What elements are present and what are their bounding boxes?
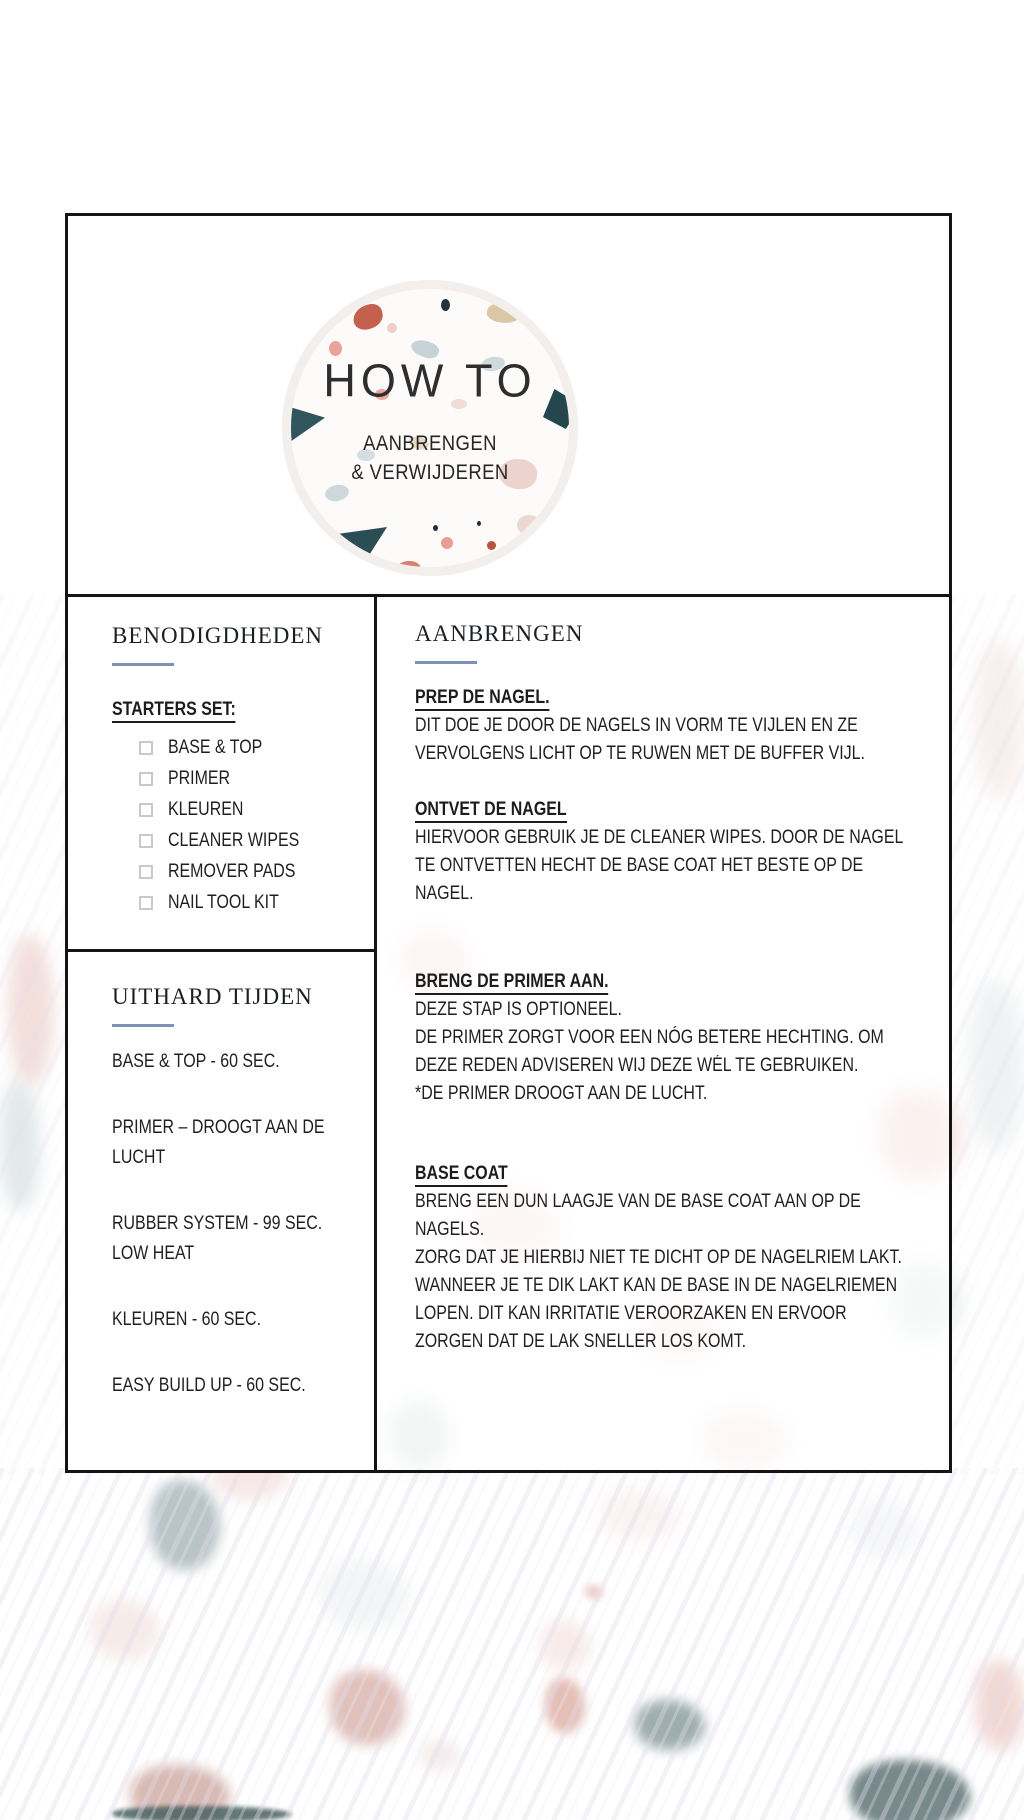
aanbrengen-title: AANBRENGEN bbox=[415, 621, 584, 646]
terrazzo-chip bbox=[441, 537, 453, 549]
benodigdheden-title: BENODIGDHEDEN bbox=[112, 623, 324, 648]
section-heading: ONTVET DE NAGEL bbox=[415, 796, 869, 824]
section-line: VERVOLGENS LICHT OP TE RUWEN MET DE BUFFER VIJL. bbox=[415, 743, 865, 764]
curing-time-line: LOW HEAT bbox=[112, 1243, 195, 1264]
section-heading: BRENG DE PRIMER AAN. bbox=[415, 968, 869, 996]
curing-time-line: PRIMER – DROOGT AAN DE bbox=[112, 1117, 325, 1138]
terrazzo-chip bbox=[311, 517, 327, 531]
terrazzo-chip bbox=[339, 527, 387, 561]
checklist-item-label: PRIMER bbox=[168, 768, 231, 789]
checkbox-icon[interactable] bbox=[139, 834, 153, 848]
checkbox-icon[interactable] bbox=[139, 896, 153, 910]
instruction-sections bbox=[415, 684, 955, 1356]
section-line: HIERVOOR GEBRUIK JE DE CLEANER WIPES. DOOR DE NAGEL bbox=[415, 827, 904, 848]
section-line: *DE PRIMER DROOGT AAN DE LUCHT. bbox=[415, 1083, 708, 1104]
curing-time-line: KLEUREN - 60 SEC. bbox=[112, 1309, 262, 1330]
instruction-section bbox=[415, 684, 955, 768]
section-line: DIT DOE JE DOOR DE NAGELS IN VORM TE VIJLEN EN ZE bbox=[415, 715, 858, 736]
terrazzo-chip bbox=[433, 525, 438, 531]
section-line: NAGEL. bbox=[415, 883, 474, 904]
section-line: BRENG EEN DUN LAAGJE VAN DE BASE COAT AAN OP DE bbox=[415, 1191, 861, 1212]
checklist-item-label: REMOVER PADS bbox=[168, 861, 296, 882]
brush-streaks bbox=[952, 595, 1024, 1475]
header-panel bbox=[68, 216, 949, 597]
checkbox-icon[interactable] bbox=[139, 803, 153, 817]
curing-time-entry bbox=[112, 1305, 372, 1335]
accent-underline bbox=[112, 663, 174, 666]
brush-streaks bbox=[0, 595, 65, 1475]
terrazzo-chip bbox=[486, 300, 523, 326]
checkbox-icon[interactable] bbox=[139, 865, 153, 879]
checklist-item-label: NAIL TOOL KIT bbox=[168, 892, 279, 913]
section-heading: BASE COAT bbox=[415, 1160, 869, 1188]
section-line: NAGELS. bbox=[415, 1219, 485, 1240]
checklist-item bbox=[112, 732, 372, 763]
terrazzo-chip bbox=[394, 559, 422, 576]
terrazzo-chip bbox=[350, 302, 385, 333]
instruction-section bbox=[415, 968, 955, 1108]
terrazzo-chip bbox=[477, 521, 481, 526]
logo-title: HOW TO bbox=[323, 353, 537, 407]
terrazzo-chip bbox=[517, 515, 541, 535]
checklist-item bbox=[112, 763, 372, 794]
curing-time-entry bbox=[112, 1371, 372, 1401]
accent-underline bbox=[415, 661, 477, 664]
instruction-section bbox=[415, 1160, 955, 1356]
section-line: TE ONTVETTEN HECHT DE BASE COAT HET BESTE OP DE bbox=[415, 855, 864, 876]
starters-set-heading: STARTERS SET: bbox=[112, 696, 330, 724]
logo-subtitle-line1: AANBRENGEN bbox=[363, 432, 497, 455]
accent-underline bbox=[112, 1024, 174, 1027]
instruction-section bbox=[415, 796, 955, 908]
curing-time-entry bbox=[112, 1113, 372, 1173]
curing-time-entry bbox=[112, 1209, 372, 1269]
section-line: DE PRIMER ZORGT VOOR EEN NÓG BETERE HECHTING. OM bbox=[415, 1027, 884, 1048]
checkbox-icon[interactable] bbox=[139, 772, 153, 786]
terrazzo-chip bbox=[487, 541, 496, 550]
checklist-item bbox=[112, 887, 372, 918]
curing-times-list bbox=[112, 1047, 372, 1401]
curing-time-line: RUBBER SYSTEM - 99 SEC. bbox=[112, 1213, 323, 1234]
section-heading: PREP DE NAGEL. bbox=[415, 684, 869, 712]
curing-time-line: LUCHT bbox=[112, 1147, 166, 1168]
terrazzo-chip bbox=[387, 323, 397, 333]
logo-subtitle-line2: & VERWIJDEREN bbox=[351, 461, 509, 484]
checklist-item bbox=[112, 825, 372, 856]
left-column bbox=[68, 597, 377, 1470]
section-line: DEZE REDEN ADVISEREN WIJ DEZE WÉL TE GEBRUIKEN. bbox=[415, 1055, 859, 1076]
section-line: ZORG DAT JE HIERBIJ NIET TE DICHT OP DE NAGELRIEM LAKT. bbox=[415, 1247, 902, 1268]
terrazzo-chip bbox=[441, 299, 450, 311]
terrazzo-logo-circle bbox=[282, 280, 578, 576]
left-column-divider bbox=[68, 949, 374, 952]
curing-time-line: BASE & TOP - 60 SEC. bbox=[112, 1051, 280, 1072]
starters-checklist bbox=[112, 732, 372, 918]
checkbox-icon[interactable] bbox=[139, 741, 153, 755]
checklist-item-label: CLEANER WIPES bbox=[168, 830, 300, 851]
section-line: ZORGEN DAT DE LAK SNELLER LOS KOMT. bbox=[415, 1331, 747, 1352]
section-line: DEZE STAP IS OPTIONEEL. bbox=[415, 999, 622, 1020]
terrazzo-chip bbox=[324, 483, 351, 504]
checklist-item bbox=[112, 794, 372, 825]
section-line: WANNEER JE TE DIK LAKT KAN DE BASE IN DE NAGELRIEMEN bbox=[415, 1275, 898, 1296]
checklist-item-label: KLEUREN bbox=[168, 799, 244, 820]
checklist-item bbox=[112, 856, 372, 887]
section-line: LOPEN. DIT KAN IRRITATIE VEROORZAKEN EN ERVOOR bbox=[415, 1303, 847, 1324]
uithard-title: UITHARD TIJDEN bbox=[112, 984, 313, 1009]
right-column bbox=[377, 597, 949, 1470]
curing-time-entry bbox=[112, 1047, 372, 1077]
instruction-card bbox=[65, 213, 952, 1473]
checklist-item-label: BASE & TOP bbox=[168, 737, 263, 758]
curing-time-line: EASY BUILD UP - 60 SEC. bbox=[112, 1375, 306, 1396]
brush-streaks bbox=[0, 1468, 1024, 1820]
